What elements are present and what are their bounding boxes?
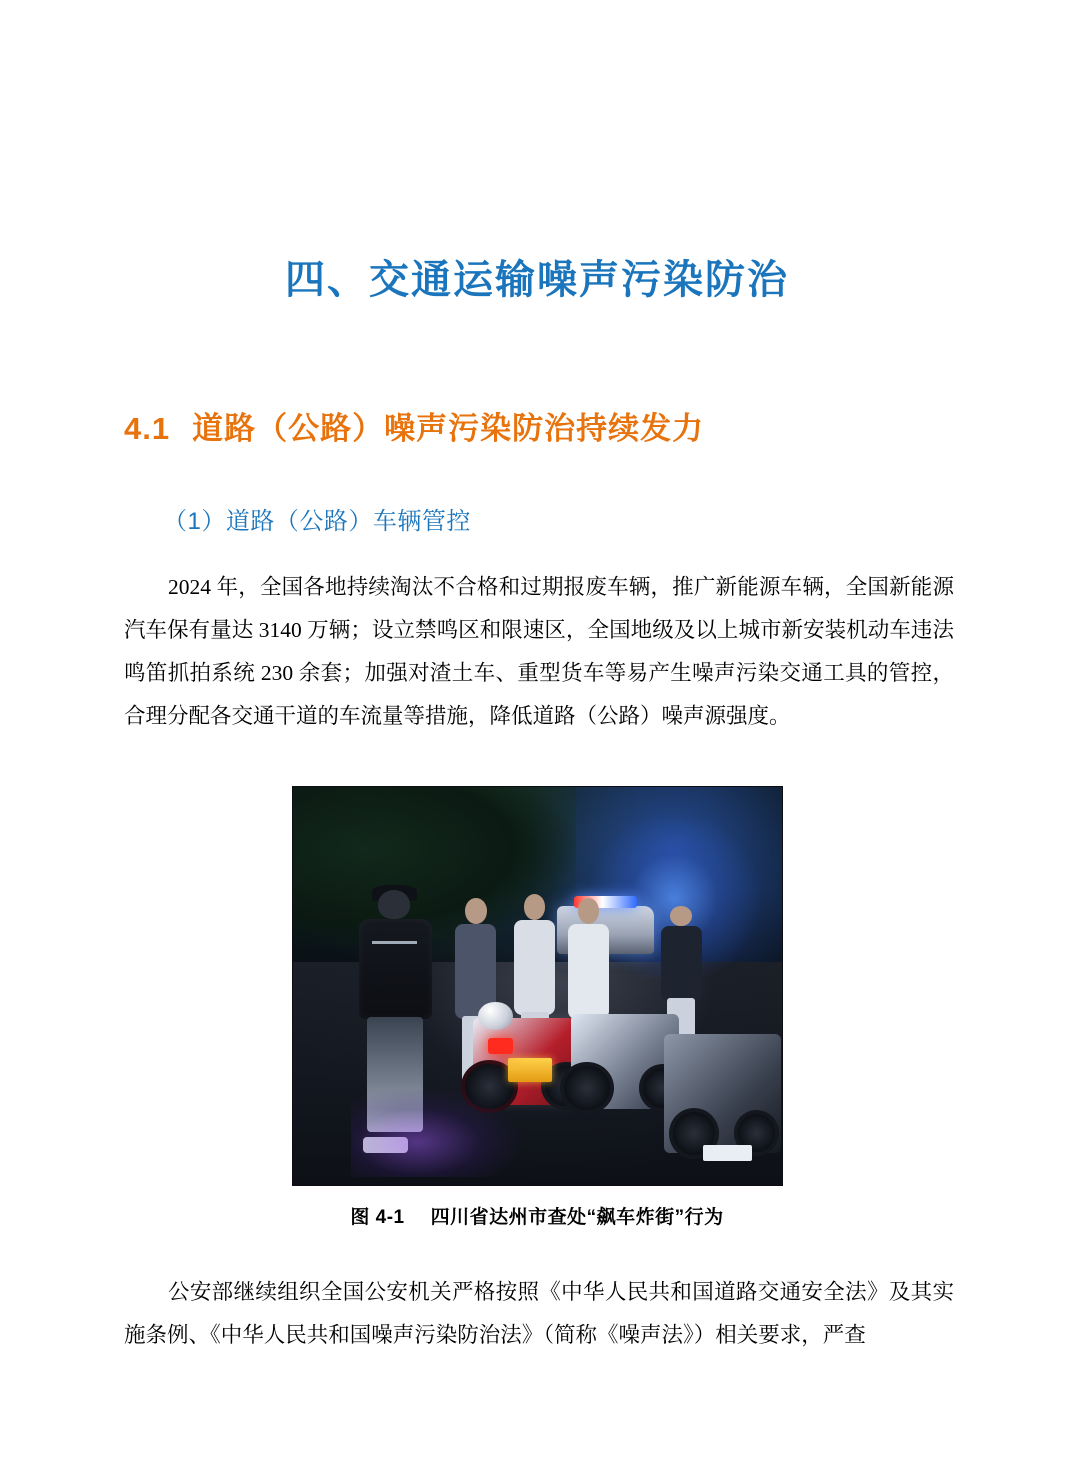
subsection-heading: （1）道路（公路）车辆管控 — [163, 508, 471, 535]
figure-caption-text: 四川省达州市查处“飙车炸街”行为 — [430, 1207, 724, 1228]
body-paragraph-1: 2024 年，全国各地持续淘汰不合格和过期报废车辆，推广新能源车辆，全国新能源汽车保有量达 3140 万辆；设立禁鸣区和限速区，全国地级及以上城市新安装机动车违法鸣笛抓拍系统 230 余套；加强对渣土车、重型货车等易产生噪声污染交通工具的管控，合理分配各交通干道的车流量等措施，降低道路（公路）噪声源强度。 — [124, 575, 954, 728]
section-number: 4.1 — [124, 411, 171, 446]
figure-block — [0, 738, 1074, 1229]
bystander-head — [465, 898, 487, 924]
officer-reflective-stripe — [372, 941, 417, 944]
body-paragraph-2: 公安部继续组织全国公安机关严格按照《中华人民共和国道路交通安全法》及其实施条例、《中华人民共和国噪声污染防治法》（简称《噪声法》）相关要求，严查 — [124, 1280, 954, 1347]
figure-label: 图 4-1 — [350, 1207, 405, 1228]
bystander-head — [578, 898, 600, 924]
bystander-head — [524, 894, 546, 920]
bystander-head — [670, 906, 692, 926]
figure-image — [292, 786, 783, 1186]
section-title-text: 道路（公路）噪声污染防治持续发力 — [192, 411, 705, 446]
officer-head — [378, 890, 410, 919]
tail-light — [488, 1038, 512, 1054]
bystander-body — [568, 924, 609, 1019]
section-heading — [0, 305, 1074, 448]
figure-caption — [0, 1186, 1074, 1229]
helmet — [478, 1002, 512, 1030]
motorcycle-wheel — [560, 1062, 613, 1114]
purple-ground-glow — [351, 1090, 517, 1178]
motorcycle — [664, 1034, 781, 1153]
bystander-body — [514, 920, 555, 1015]
amber-marker-light — [508, 1058, 552, 1082]
license-plate — [703, 1145, 752, 1161]
motorcycle — [571, 1014, 679, 1110]
chapter-title: 四、交通运输噪声污染防治 — [285, 257, 789, 302]
officer-uniform — [359, 919, 432, 1019]
bystander-body — [661, 926, 702, 1000]
